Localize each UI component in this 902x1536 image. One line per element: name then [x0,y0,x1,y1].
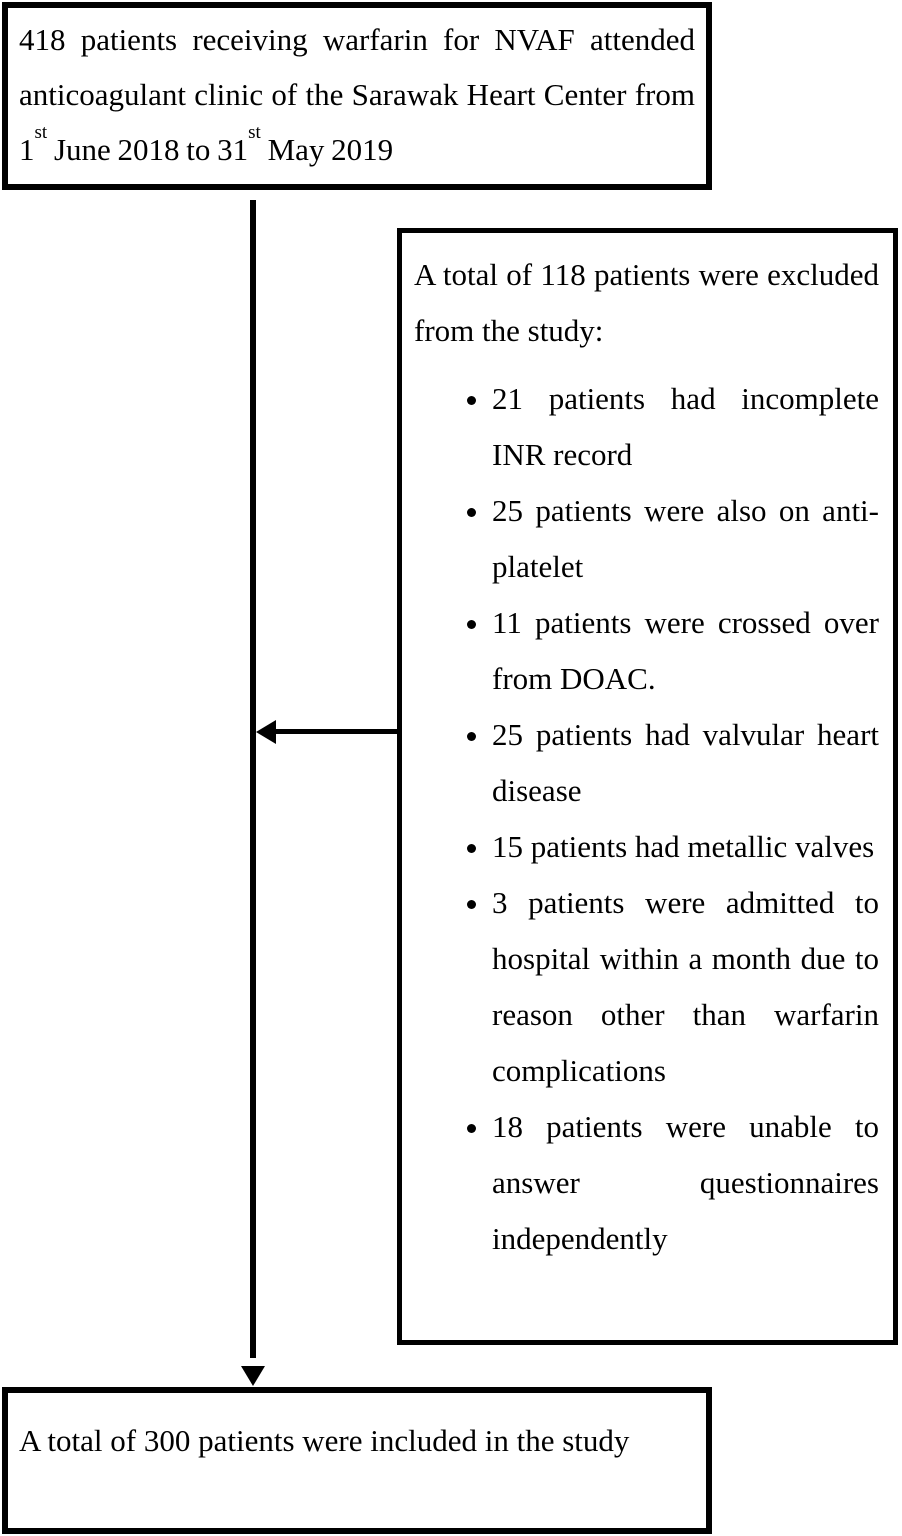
enrollment-box [2,2,712,190]
exclusion-item-antiplatelet: • 25 patients were also on anti-platelet [492,483,879,595]
enrollment-text-part1: 418 patients receiving warfarin for NVAF attended anticoagulant clinic of the Sarawak Heart Center from 1 [19,22,695,167]
included-box [2,1387,712,1534]
enrollment-text-part2: June 2018 to 31 [47,132,249,167]
exclusion-item-hospital-admission: • 3 patients were admitted to hospital within a month due to reason other than warfarin complications [492,875,879,1099]
exclusion-arrow-shaft [270,729,397,734]
ordinal-superscript-31st: st [248,122,261,144]
included-text: A total of 300 patients were included in the study [19,1423,630,1458]
exclusion-item-questionnaire-unable: • 18 patients were unable to answer questionnaires independently [492,1099,879,1267]
exclusion-arrowhead-icon [256,720,276,744]
exclusion-list [414,371,879,1267]
exclusion-item-valvular-disease: • 25 patients had valvular heart disease [492,707,879,819]
exclusion-item-doac-crossover: • 11 patients were crossed over from DOAC. [492,595,879,707]
enrollment-text-part3: May 2019 [260,132,394,167]
ordinal-superscript-1st: st [34,122,48,144]
down-arrow-shaft [250,200,256,1358]
enrollment-text [19,12,695,177]
down-arrowhead-icon [241,1366,265,1386]
exclusion-item-metallic-valves: • 15 patients had metallic valves [492,819,879,875]
exclusion-header: A total of 118 patients were excluded from the study: [414,257,879,348]
exclusion-box [397,228,898,1345]
exclusion-item-incomplete-inr: • 21 patients had incomplete INR record [492,371,879,483]
